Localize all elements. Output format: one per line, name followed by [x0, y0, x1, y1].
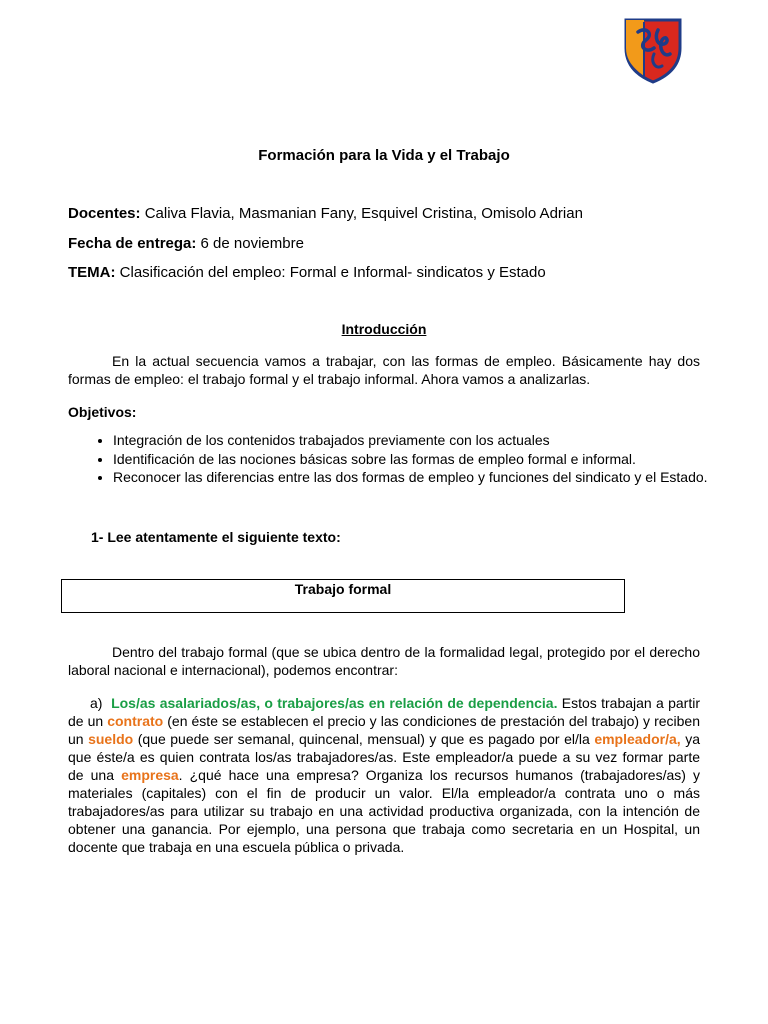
text-run: Estos trabajan a partir de un [68, 695, 700, 729]
fecha-value: 6 de noviembre [196, 235, 304, 252]
objectives-list [68, 431, 713, 487]
docentes-label: Docentes: [68, 205, 141, 222]
docentes-line [68, 205, 583, 222]
empleador-term: empleador/a, [594, 731, 681, 747]
section-title: Trabajo formal [294, 581, 392, 597]
item-a-paragraph [68, 694, 700, 856]
text-run: (en éste se establecen el precio y las condiciones de prestación del trabajo) y reciben un [68, 713, 700, 747]
step-1-instruction: 1- Lee atentamente el siguiente texto: [91, 529, 341, 545]
section-box [61, 579, 625, 613]
tema-label: TEMA: [68, 264, 116, 281]
asalariados-highlight: Los/as asalariados/as, o trabajores/as en relación de dependencia. [111, 695, 558, 711]
tema-line [68, 264, 546, 281]
sueldo-term: sueldo [88, 731, 134, 747]
intro-heading: Introducción [341, 321, 427, 337]
text-run: . ¿qué hace una empresa? Organiza los recursos humanos (trabajadores/as) y materiales (capitales) con el fin de producir un valor. El/la empleador/a contrata uno o más trabajadores/as para utilizar su trabajo en una actividad productiva organizada, con la intención de obtener una ganancia. Por ejemplo, una persona que trabaja como secretaria en un Hospital, un docente que trabaja en una escuela pública o privada. [68, 767, 700, 855]
formal-intro-paragraph: Dentro del trabajo formal (que se ubica dentro de la formalidad legal, protegido por el derecho laboral nacional e internacional), podemos encontrar: [68, 644, 700, 678]
objectives-heading: Objetivos: [68, 404, 137, 420]
tema-value: Clasificación del empleo: Formal e Informal- sindicatos y Estado [115, 264, 546, 281]
docentes-value: Caliva Flavia, Masmanian Fany, Esquivel Cristina, Omisolo Adrian [140, 205, 583, 222]
list-item: • Integración de los contenidos trabajados previamente con los actuales [113, 431, 713, 450]
contrato-term: contrato [107, 713, 164, 729]
intro-paragraph: En la actual secuencia vamos a trabajar, con las formas de empleo. Básicamente hay dos formas de empleo: el trabajo formal y el trabajo informal. Ahora vamos a analizarlas. [68, 353, 700, 387]
empresa-term: empresa [121, 767, 179, 783]
document-title: Formación para la Vida y el Trabajo [258, 147, 510, 164]
item-a-marker: a) [90, 695, 103, 711]
list-item: • Reconocer las diferencias entre las dos formas de empleo y funciones del sindicato y el Estado. [113, 468, 713, 487]
list-item: • Identificación de las nociones básicas sobre las formas de empleo formal e informal. [113, 450, 713, 469]
fecha-line [68, 235, 304, 252]
school-shield-icon [624, 18, 682, 84]
text-run: (que puede ser semanal, quincenal, mensual) y que es pagado por el/la [133, 731, 595, 747]
fecha-label: Fecha de entrega: [68, 235, 197, 252]
text-run: ya que éste/a es quien contrata los/as trabajadores/as. Este empleador/a puede a su vez formar parte de una [68, 731, 700, 783]
